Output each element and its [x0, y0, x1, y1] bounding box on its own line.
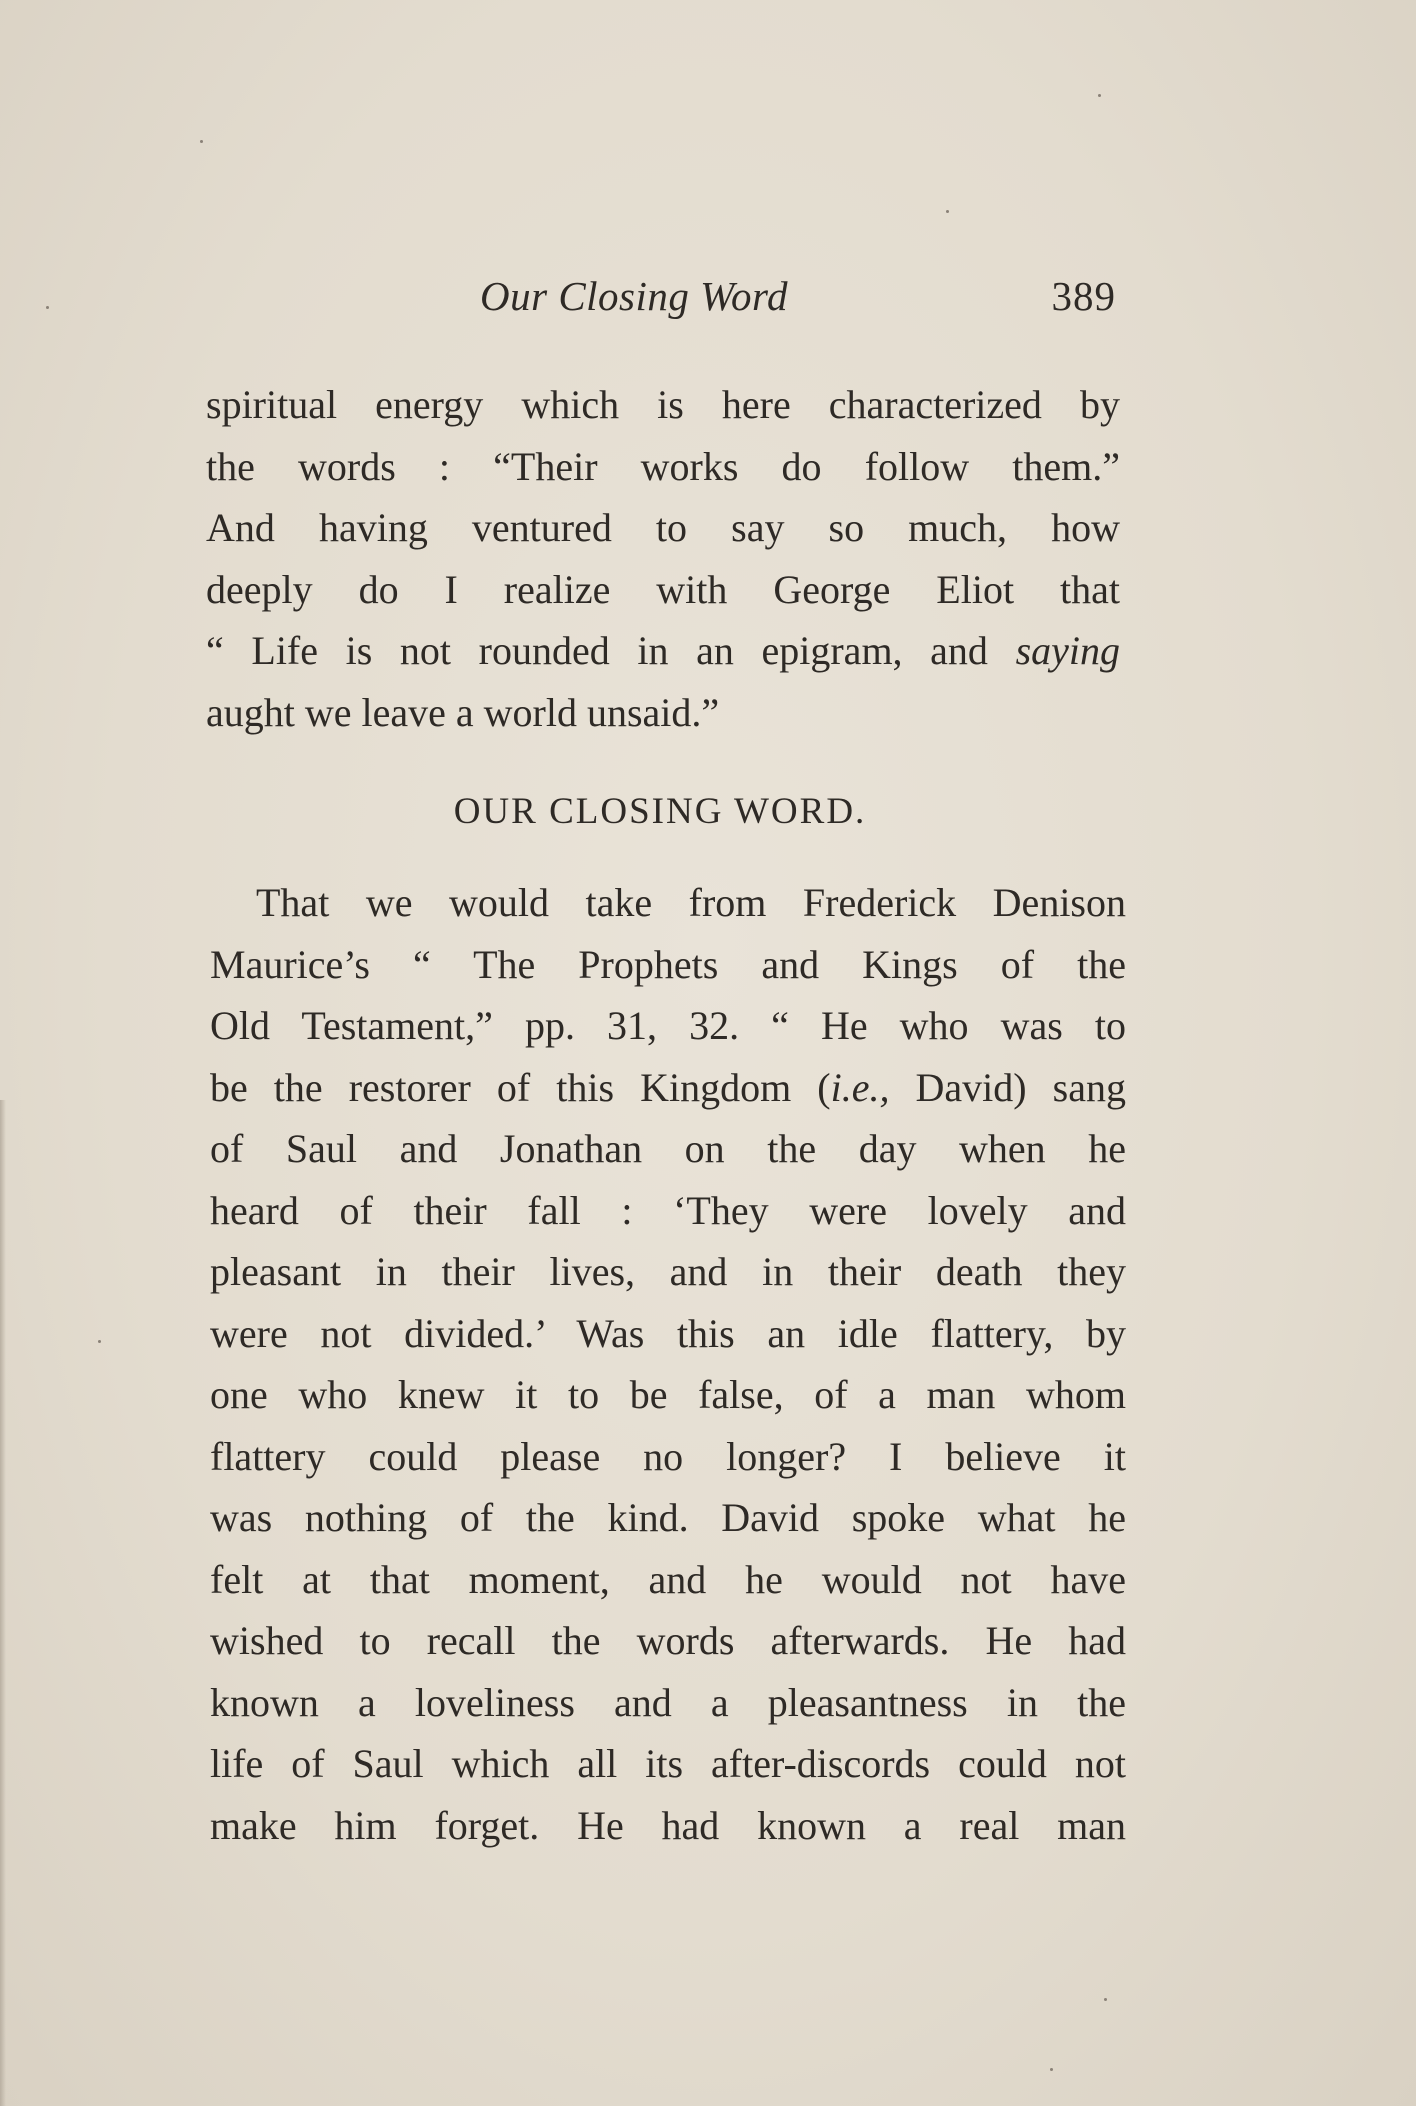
text-line: wished to recall the words afterwards. He had [210, 1618, 1126, 1663]
text-line: Old Testament,” pp. 31, 32. “ He who was to [210, 1003, 1126, 1048]
text-line: were not divided.’ Was this an idle flattery, by [210, 1310, 1126, 1356]
text-line: known a loveliness and a pleasantness in the [210, 1679, 1126, 1725]
text-line: the words : “Their works do follow them.” [206, 443, 1120, 489]
text-line: flattery could please no longer? I believe it [210, 1433, 1126, 1479]
paragraph-continued [206, 374, 1120, 743]
text-line: aught we leave a world unsaid.” [206, 689, 720, 735]
text-line: felt at that moment, and he would not have [210, 1556, 1126, 1602]
text-line: heard of their fall : ‘They were lovely and [210, 1187, 1126, 1233]
text-line: pleasant in their lives, and in their death they [210, 1249, 1126, 1294]
text-line: one who knew it to be false, of a man whom [210, 1372, 1126, 1417]
text-run: David) sang [889, 1064, 1126, 1110]
paper-speck [46, 306, 49, 309]
paper-speck [1104, 1998, 1107, 2001]
text-line: spiritual energy which is here characterized by [206, 382, 1120, 427]
paper-speck [200, 140, 203, 143]
running-head-title: Our Closing Word [480, 273, 788, 319]
text-line: And having ventured to say so much, how [206, 505, 1120, 550]
section-heading: OUR CLOSING WORD. [453, 791, 867, 832]
paragraph [210, 872, 1126, 1856]
paper-speck [98, 1340, 101, 1343]
paper-speck [1050, 2068, 1053, 2071]
italic-text-run: i.e., [830, 1064, 890, 1110]
text-line: make him forget. He had known a real man [210, 1802, 1126, 1848]
text-run: be the restorer of this Kingdom ( [210, 1064, 831, 1110]
page-edge-shadow [0, 1100, 6, 2106]
text-line: deeply do I realize with George Eliot that [206, 566, 1120, 612]
text-line: That we would take from Frederick Denison [256, 880, 1126, 925]
text-run: “ Life is not rounded in an epigram, and [206, 628, 988, 673]
page-number: 389 [1051, 273, 1116, 319]
text-line [210, 1057, 1126, 1119]
italic-text-run: saying [1015, 628, 1121, 673]
text-line [206, 620, 1120, 682]
running-head [200, 272, 1120, 332]
text-line: Maurice’s “ The Prophets and Kings of the [210, 941, 1126, 987]
paper-speck [946, 210, 949, 213]
text-line: was nothing of the kind. David spoke what he [210, 1495, 1126, 1540]
text-line: of Saul and Jonathan on the day when he [210, 1126, 1126, 1171]
paper-speck [1098, 94, 1101, 97]
text-line: life of Saul which all its after-discords could not [210, 1741, 1126, 1786]
